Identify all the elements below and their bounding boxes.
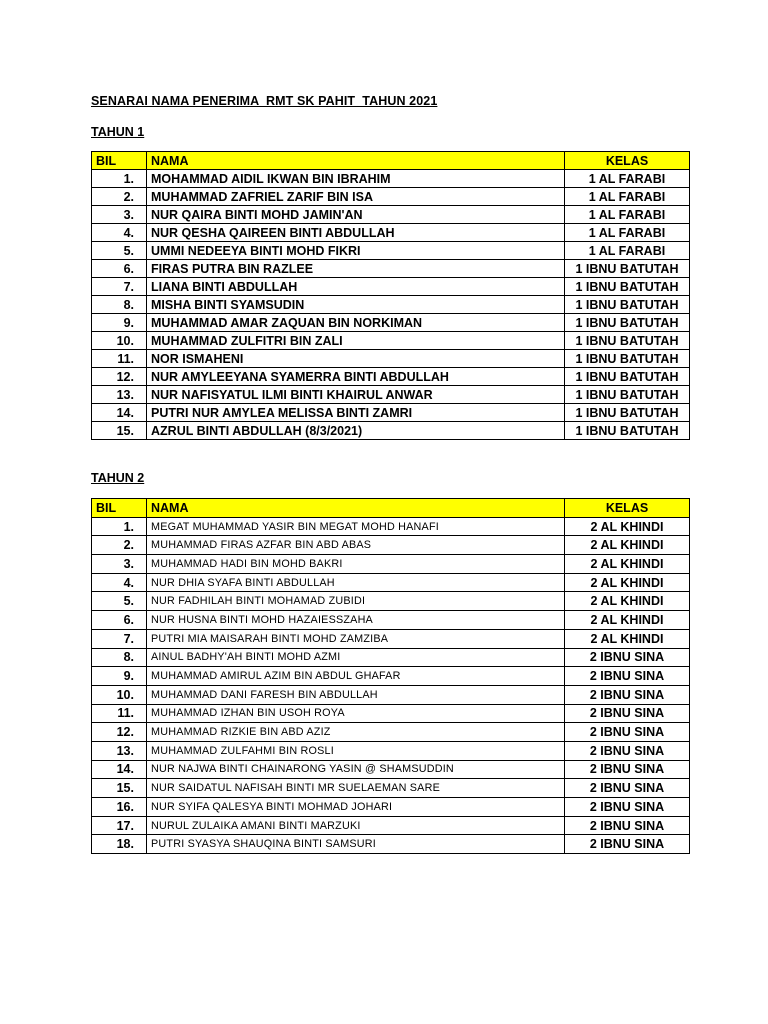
table-tahun-1: [91, 151, 690, 440]
class-name: 1 AL FARABI: [565, 188, 690, 206]
class-name: 1 AL FARABI: [565, 224, 690, 242]
table-row: [92, 835, 690, 854]
table-row: [92, 555, 690, 574]
header-kelas: KELAS: [565, 499, 690, 518]
class-name: 1 AL FARABI: [565, 206, 690, 224]
table-row: [92, 517, 690, 536]
class-name: 1 IBNU BATUTAH: [565, 404, 690, 422]
row-number: 7.: [92, 629, 147, 648]
row-number: 10.: [92, 685, 147, 704]
table-row: [92, 314, 690, 332]
table-row: [92, 648, 690, 667]
student-name: MUHAMMAD AMIRUL AZIM BIN ABDUL GHAFAR: [147, 667, 565, 686]
table-row: [92, 368, 690, 386]
row-number: 4.: [92, 224, 147, 242]
class-name: 1 IBNU BATUTAH: [565, 278, 690, 296]
row-number: 13.: [92, 741, 147, 760]
class-name: 1 IBNU BATUTAH: [565, 422, 690, 440]
row-number: 15.: [92, 779, 147, 798]
class-name: 1 AL FARABI: [565, 170, 690, 188]
row-number: 13.: [92, 386, 147, 404]
header-nama: NAMA: [147, 152, 565, 170]
student-name: PUTRI NUR AMYLEA MELISSA BINTI ZAMRI: [147, 404, 565, 422]
row-number: 16.: [92, 798, 147, 817]
student-name: MUHAMMAD DANI FARESH BIN ABDULLAH: [147, 685, 565, 704]
class-name: 2 IBNU SINA: [565, 760, 690, 779]
class-name: 2 IBNU SINA: [565, 835, 690, 854]
table-header-row: [92, 499, 690, 518]
row-number: 8.: [92, 296, 147, 314]
student-name: AZRUL BINTI ABDULLAH (8/3/2021): [147, 422, 565, 440]
student-name: NUR QESHA QAIREEN BINTI ABDULLAH: [147, 224, 565, 242]
class-name: 2 IBNU SINA: [565, 648, 690, 667]
table-header-row: [92, 152, 690, 170]
document-title: SENARAI NAMA PENERIMA RMT SK PAHIT TAHUN 2021: [91, 94, 438, 108]
class-name: 2 AL KHINDI: [565, 592, 690, 611]
row-number: 5.: [92, 242, 147, 260]
table-row: [92, 224, 690, 242]
class-name: 2 AL KHINDI: [565, 555, 690, 574]
class-name: 2 AL KHINDI: [565, 573, 690, 592]
row-number: 14.: [92, 760, 147, 779]
table-row: [92, 350, 690, 368]
student-name: LIANA BINTI ABDULLAH: [147, 278, 565, 296]
row-number: 11.: [92, 704, 147, 723]
table-row: [92, 206, 690, 224]
row-number: 14.: [92, 404, 147, 422]
table-row: [92, 629, 690, 648]
class-name: 2 AL KHINDI: [565, 536, 690, 555]
row-number: 9.: [92, 667, 147, 686]
class-name: 1 IBNU BATUTAH: [565, 296, 690, 314]
student-name: AINUL BADHY'AH BINTI MOHD AZMI: [147, 648, 565, 667]
table-row: [92, 816, 690, 835]
table-row: [92, 573, 690, 592]
student-name: NOR ISMAHENI: [147, 350, 565, 368]
table-row: [92, 592, 690, 611]
row-number: 10.: [92, 332, 147, 350]
row-number: 6.: [92, 260, 147, 278]
class-name: 1 IBNU BATUTAH: [565, 368, 690, 386]
student-name: NUR QAIRA BINTI MOHD JAMIN'AN: [147, 206, 565, 224]
table-row: [92, 741, 690, 760]
class-name: 2 AL KHINDI: [565, 517, 690, 536]
student-name: FIRAS PUTRA BIN RAZLEE: [147, 260, 565, 278]
table-row: [92, 798, 690, 817]
section-heading-tahun-2: TAHUN 2: [91, 471, 145, 485]
class-name: 2 IBNU SINA: [565, 685, 690, 704]
student-name: NUR SAIDATUL NAFISAH BINTI MR SUELAEMAN SARE: [147, 779, 565, 798]
student-name: MOHAMMAD AIDIL IKWAN BIN IBRAHIM: [147, 170, 565, 188]
class-name: 1 AL FARABI: [565, 242, 690, 260]
class-name: 2 AL KHINDI: [565, 629, 690, 648]
student-name: NUR FADHILAH BINTI MOHAMAD ZUBIDI: [147, 592, 565, 611]
row-number: 5.: [92, 592, 147, 611]
student-name: MUHAMMAD IZHAN BIN USOH ROYA: [147, 704, 565, 723]
row-number: 7.: [92, 278, 147, 296]
class-name: 1 IBNU BATUTAH: [565, 386, 690, 404]
student-name: MUHAMMAD ZAFRIEL ZARIF BIN ISA: [147, 188, 565, 206]
table-row: [92, 704, 690, 723]
row-number: 12.: [92, 368, 147, 386]
student-name: NURUL ZULAIKA AMANI BINTI MARZUKI: [147, 816, 565, 835]
table-row: [92, 723, 690, 742]
table-row: [92, 404, 690, 422]
table-row: [92, 760, 690, 779]
student-name: NUR DHIA SYAFA BINTI ABDULLAH: [147, 573, 565, 592]
class-name: 2 IBNU SINA: [565, 741, 690, 760]
row-number: 1.: [92, 170, 147, 188]
table-row: [92, 422, 690, 440]
student-name: MISHA BINTI SYAMSUDIN: [147, 296, 565, 314]
row-number: 1.: [92, 517, 147, 536]
table-tahun-2: [91, 498, 690, 854]
header-nama: NAMA: [147, 499, 565, 518]
row-number: 15.: [92, 422, 147, 440]
table-row: [92, 296, 690, 314]
row-number: 3.: [92, 206, 147, 224]
student-name: MUHAMMAD AMAR ZAQUAN BIN NORKIMAN: [147, 314, 565, 332]
student-name: MUHAMMAD FIRAS AZFAR BIN ABD ABAS: [147, 536, 565, 555]
class-name: 1 IBNU BATUTAH: [565, 332, 690, 350]
student-name: MUHAMMAD ZULFITRI BIN ZALI: [147, 332, 565, 350]
table-row: [92, 536, 690, 555]
student-name: NUR HUSNA BINTI MOHD HAZAIESSZAHA: [147, 611, 565, 630]
row-number: 4.: [92, 573, 147, 592]
row-number: 2.: [92, 536, 147, 555]
class-name: 2 IBNU SINA: [565, 667, 690, 686]
table-row: [92, 242, 690, 260]
table-row: [92, 260, 690, 278]
row-number: 17.: [92, 816, 147, 835]
student-name: MUHAMMAD RIZKIE BIN ABD AZIZ: [147, 723, 565, 742]
student-name: NUR SYIFA QALESYA BINTI MOHMAD JOHARI: [147, 798, 565, 817]
table-row: [92, 611, 690, 630]
table-row: [92, 170, 690, 188]
table-row: [92, 667, 690, 686]
row-number: 11.: [92, 350, 147, 368]
student-name: NUR NAFISYATUL ILMI BINTI KHAIRUL ANWAR: [147, 386, 565, 404]
student-name: UMMI NEDEEYA BINTI MOHD FIKRI: [147, 242, 565, 260]
class-name: 1 IBNU BATUTAH: [565, 314, 690, 332]
student-name: PUTRI SYASYA SHAUQINA BINTI SAMSURI: [147, 835, 565, 854]
class-name: 2 IBNU SINA: [565, 779, 690, 798]
table-row: [92, 685, 690, 704]
row-number: 12.: [92, 723, 147, 742]
table-row: [92, 386, 690, 404]
row-number: 6.: [92, 611, 147, 630]
class-name: 2 IBNU SINA: [565, 704, 690, 723]
student-name: NUR AMYLEEYANA SYAMERRA BINTI ABDULLAH: [147, 368, 565, 386]
row-number: 18.: [92, 835, 147, 854]
student-name: MUHAMMAD HADI BIN MOHD BAKRI: [147, 555, 565, 574]
student-name: NUR NAJWA BINTI CHAINARONG YASIN @ SHAMSUDDIN: [147, 760, 565, 779]
table-row: [92, 332, 690, 350]
student-name: PUTRI MIA MAISARAH BINTI MOHD ZAMZIBA: [147, 629, 565, 648]
class-name: 1 IBNU BATUTAH: [565, 260, 690, 278]
section-heading-tahun-1: TAHUN 1: [91, 125, 145, 139]
table-row: [92, 278, 690, 296]
table-row: [92, 779, 690, 798]
student-name: MEGAT MUHAMMAD YASIR BIN MEGAT MOHD HANAFI: [147, 517, 565, 536]
class-name: 2 IBNU SINA: [565, 798, 690, 817]
header-bil: BIL: [92, 499, 147, 518]
row-number: 3.: [92, 555, 147, 574]
table-row: [92, 188, 690, 206]
class-name: 1 IBNU BATUTAH: [565, 350, 690, 368]
row-number: 8.: [92, 648, 147, 667]
row-number: 2.: [92, 188, 147, 206]
class-name: 2 IBNU SINA: [565, 816, 690, 835]
class-name: 2 AL KHINDI: [565, 611, 690, 630]
header-kelas: KELAS: [565, 152, 690, 170]
header-bil: BIL: [92, 152, 147, 170]
student-name: MUHAMMAD ZULFAHMI BIN ROSLI: [147, 741, 565, 760]
class-name: 2 IBNU SINA: [565, 723, 690, 742]
row-number: 9.: [92, 314, 147, 332]
